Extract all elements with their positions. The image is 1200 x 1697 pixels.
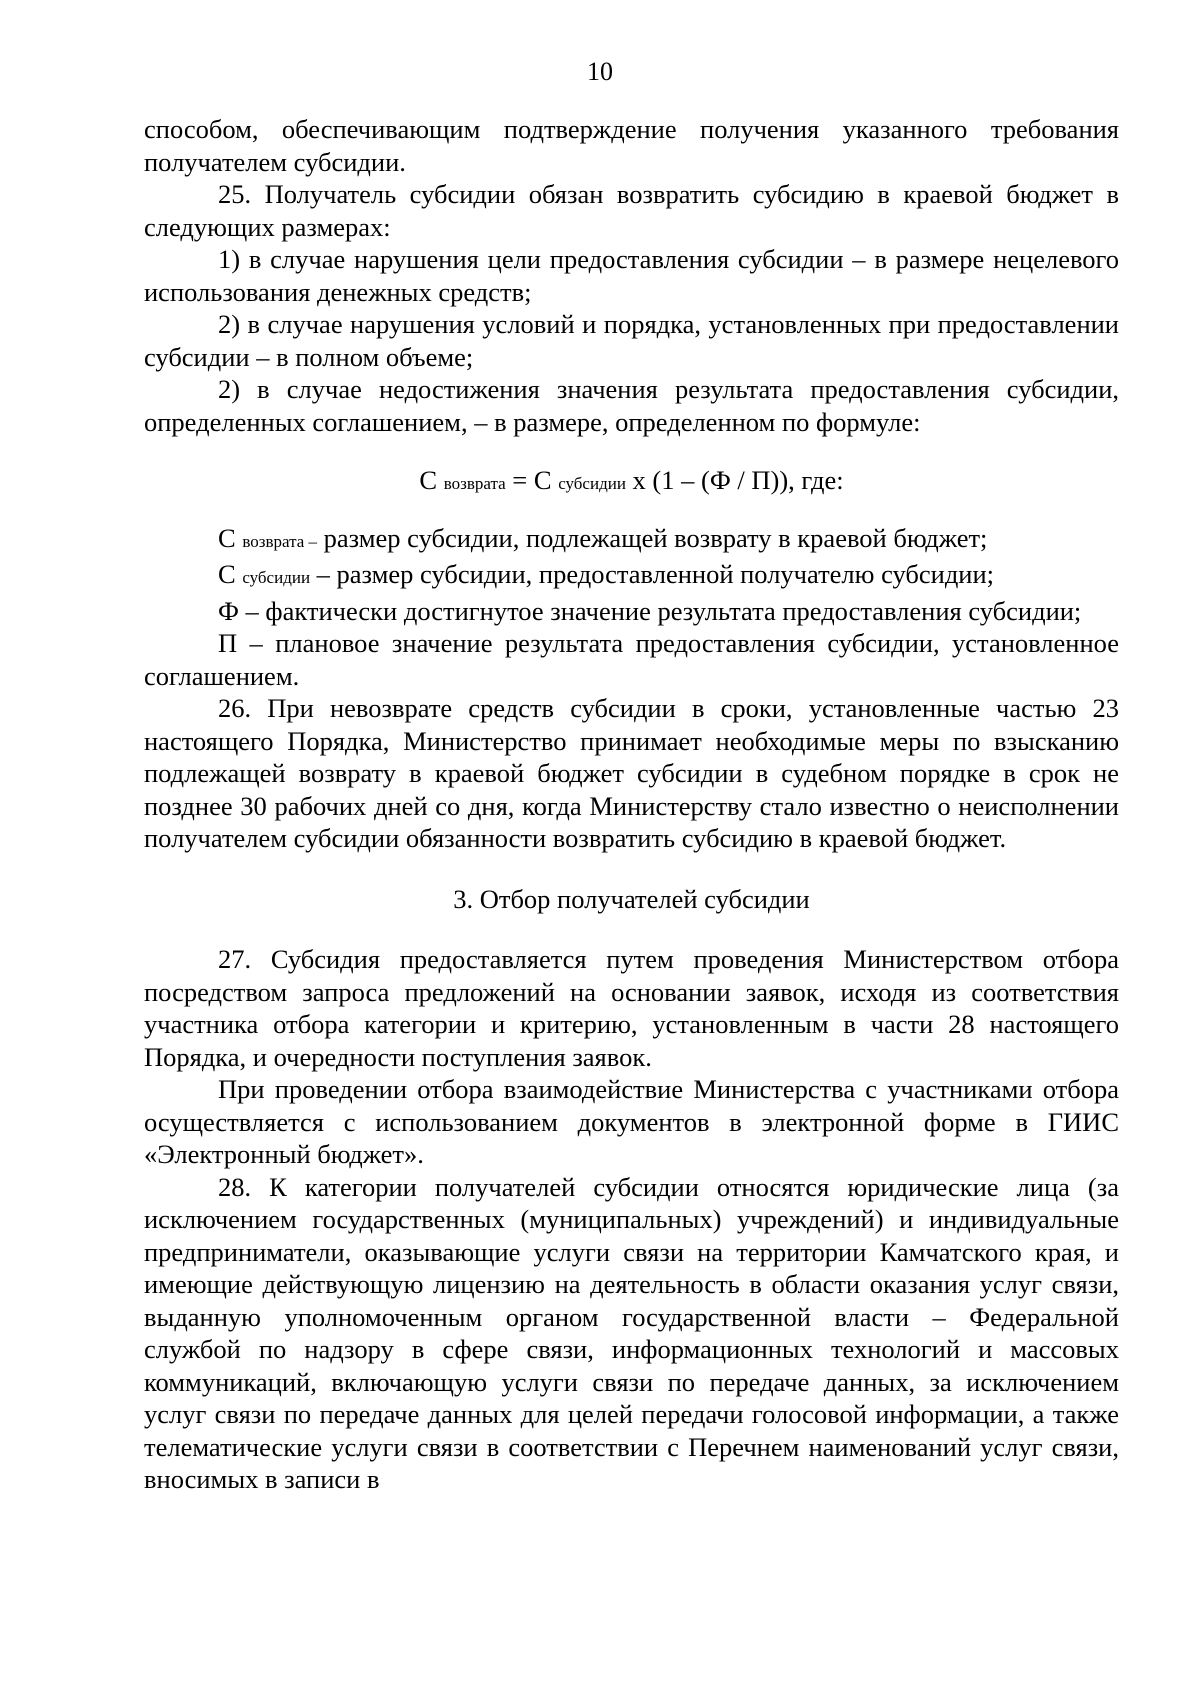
document-body (144, 113, 1119, 1496)
definition-f: Ф – фактически достигнутое значение результата предоставления субсидии; (218, 595, 1082, 626)
formula-sub-return: возврата (443, 474, 506, 493)
definition-c-subsidy (144, 558, 1119, 595)
definition-c-return (144, 522, 1119, 559)
page-number: 10 (587, 57, 613, 86)
paragraph-p28: 28. К категории получателей субсидии относятся юридические лица (за исключением государственных (муниципальных) учреждений) и индивидуальные предприниматели, оказывающие услуги связи на территории Камчатского края, и имеющие действующую лицензию на деятельность в области оказания услуг связи, выданную уполномоченным органом государственной власти – Федеральной службой по надзору в сфере связи, информационных технологий и массовых коммуникаций, включающую услуги связи по передаче данных, за исключением услуг связи по передаче данных для целей передачи голосовой информации, а также телематические услуги связи в соответствии с Перечнем наименований услуг связи, вносимых в записи в (144, 1171, 1119, 1494)
paragraph-p-cont: способом, обеспечивающим подтверждение получения указанного требования получателем субсидии. (144, 114, 1119, 177)
def-c-return-text: размер субсидии, подлежащей возврату в краевой бюджет; (323, 522, 988, 553)
paragraph-p27-2: При проведении отбора взаимодействие Министерства с участниками отбора осуществляется с использованием документов в электронной форме в ГИИС «Электронный бюджет». (144, 1074, 1119, 1169)
def-c-subsidy-sub: субсидии (242, 568, 311, 587)
formula-sub-subsidy: субсидии (558, 474, 626, 493)
def-c-subsidy-symbol: С (218, 559, 236, 589)
paragraph-p25-3: 2) в случае недостижения значения результата предоставления субсидии, определенных соглашением, – в размере, определенном по формуле: (144, 374, 1119, 437)
paragraphs-part2 (144, 692, 1119, 855)
paragraphs-part3 (144, 943, 1119, 1496)
paragraph-p27: 27. Субсидия предоставляется путем проведения Министерством отбора посредством запроса предложений на основании заявок, исходя из соответствия участника отбора категории и критерию, установленным в части 28 настоящего Порядка, и очередности поступления заявок. (144, 944, 1119, 1072)
section-heading: 3. Отбор получателей субсидии (453, 883, 810, 914)
def-c-return-symbol: С (218, 522, 236, 553)
paragraphs-part1 (144, 113, 1119, 438)
formula-c2: С (533, 465, 552, 495)
def-c-return-sub: возврата – (242, 531, 318, 551)
return-formula (144, 464, 1119, 501)
paragraph-p26: 26. При невозврате средств субсидии в сроки, установленные частью 23 настоящего Порядка, Министерство принимает необходимые меры по взысканию подлежащей возврату в краевой бюджет субсидии в судебном порядке в срок не позднее 30 рабочих дней со дня, когда Министерству стало известно о неисполнении получателем субсидии обязанности возвратить субсидию в краевой бюджет. (144, 693, 1119, 853)
formula-rest: х (1 – (Ф / П)), где: (632, 465, 844, 495)
def-c-subsidy-text: – размер субсидии, предоставленной получателю субсидии; (316, 559, 995, 589)
paragraph-p25-1: 1) в случае нарушения цели предоставления субсидии – в размере нецелевого использования денежных средств; (144, 244, 1119, 307)
paragraph-p25-2: 2) в случае нарушения условий и порядка, установленных при предоставлении субсидии – в полном объеме; (144, 309, 1119, 372)
formula-c1: С (419, 465, 438, 495)
formula-equals: = (512, 465, 528, 495)
definition-p: П – плановое значение результата предоставления субсидии, установленное соглашением. (144, 628, 1119, 691)
paragraph-p25: 25. Получатель субсидии обязан возвратить субсидию в краевой бюджет в следующих размерах: (144, 179, 1119, 242)
